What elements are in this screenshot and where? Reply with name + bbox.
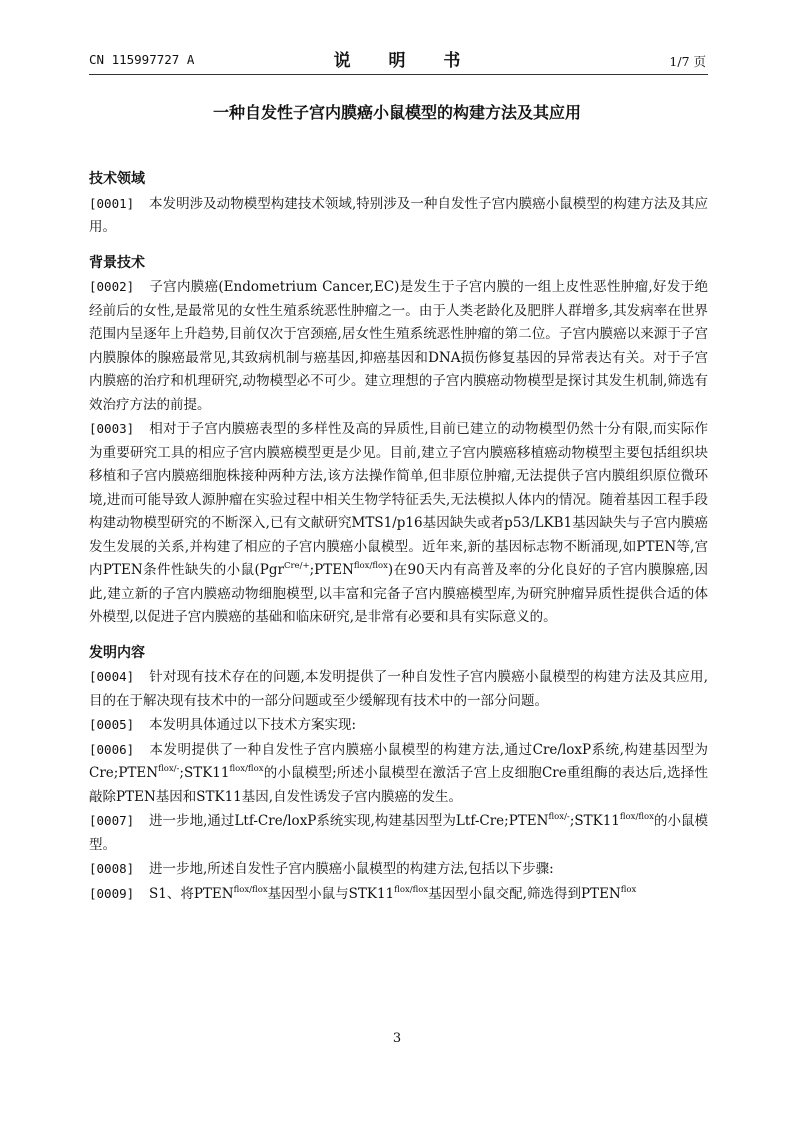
- paragraph-text: S1、将PTEN: [149, 885, 234, 902]
- header-rule: [89, 74, 708, 75]
- document-body: [89, 168, 708, 906]
- paragraph-text: 的小鼠模型。: [89, 813, 709, 853]
- paragraph-text: 进一步地,所述自发性子宫内膜癌小鼠模型的构建方法,包括以下步骤:: [149, 861, 554, 877]
- superscript: flox/flox: [233, 884, 268, 895]
- paragraph-text: ;PTEN: [309, 562, 354, 578]
- paragraph-text: 进一步地,通过Ltf-Cre/loxP系统实现,构建基因型为Ltf-Cre;PTEN: [149, 813, 549, 829]
- paragraph-0005: [89, 713, 708, 738]
- superscript: flox/flox: [619, 812, 654, 822]
- paragraph-0001: [89, 192, 708, 240]
- page-indicator: 1/7 页: [669, 54, 706, 69]
- paragraph-text: 基因型小鼠交配,筛选得到PTEN: [428, 885, 621, 902]
- paragraph-0006: [89, 738, 708, 810]
- paragraph-text: 子宫内膜癌(Endometrium Cancer,EC)是发生于子宫内膜的一组上皮性恶性肿瘤,好发于绝经前后的女性,是最常见的女性生殖系统恶性肿瘤之一。由于人类老龄化及肥胖人群增多,其发病率在世界范围内呈逐年上升趋势,目前仅次于宫颈癌,居女性生殖系统恶性肿瘤的第二位。子宫内膜癌以来源于子宫内膜腺体的腺癌最常见,其致病机制与癌基因,抑癌基因和DNA损伤修复基因的异常表达有关。对于子宫内膜癌的治疗和机理研究,动物模型必不可少。建立理想的子宫内膜癌动物模型是探讨其发生机制,筛选有效治疗方法的前提。: [89, 279, 708, 413]
- paragraph-0008: [89, 857, 708, 882]
- document-title: 一种自发性子宫内膜癌小鼠模型的构建方法及其应用: [212, 103, 581, 122]
- paragraph-0002: [89, 275, 708, 417]
- document-type: 说 明 书: [333, 51, 477, 71]
- section-heading-tech-field: 技术领域: [89, 171, 145, 187]
- paragraph-text: 基因型小鼠与STK11: [267, 885, 395, 902]
- paragraph-number: [0008]: [89, 861, 135, 876]
- paragraph-0009: [89, 882, 708, 907]
- paragraph-number: [0003]: [89, 421, 135, 436]
- paragraph-0003: [89, 417, 708, 630]
- paragraph-text: 本发明涉及动物模型构建技术领域,特别涉及一种自发性子宫内膜癌小鼠模型的构建方法及其应用。: [89, 195, 708, 235]
- paragraph-number: [0005]: [89, 717, 135, 732]
- paragraph-number: [0009]: [89, 885, 135, 901]
- superscript: flox/flox: [353, 561, 388, 571]
- paragraph-text: 的小鼠模型;所述小鼠模型在激活子宫上皮细胞Cre重组酶的表达后,选择性敲除PTEN基因和STK11基因,自发性诱发子宫内膜癌的发生。: [89, 765, 708, 805]
- superscript: flox: [620, 884, 637, 895]
- paragraph-text: )在90天内有高普及率的分化良好的子宫内膜腺癌,因此,建立新的子宫内膜癌动物细胞模型,以丰富和完备子宫内膜癌模型库,为研究肿瘤异质性提供合适的体外模型,以促进子宫内膜癌的基础和临床研究,是非常有必要和具有实际意义的。: [89, 562, 708, 625]
- superscript: flox/-: [158, 764, 180, 774]
- paragraph-text: ;STK11: [179, 765, 230, 781]
- superscript: flox/flox: [394, 884, 429, 895]
- paragraph-number: [0004]: [89, 669, 135, 684]
- page-number: 3: [392, 1031, 402, 1046]
- superscript: flox/flox: [229, 764, 264, 774]
- paragraph-text: 针对现有技术存在的问题,本发明提供了一种自发性子宫内膜癌小鼠模型的构建方法及其应用,目的在于解决现有技术中的一部分问题或至少缓解现有技术中的一部分问题。: [89, 669, 708, 709]
- paragraph-text: 相对于子宫内膜癌表型的多样性及高的异质性,目前已建立的动物模型仍然十分有限,而实际作为重要研究工具的相应子宫内膜癌模型更是少见。目前,建立子宫内膜癌移植癌动物模型主要包括组织块移植和子宫内膜癌细胞株接种两种方法,该方法操作简单,但非原位肿瘤,无法提供子宫内膜组织原位微环境,进而可能导致人源肿瘤在实验过程中相关生物学特征丢失,无法模拟人体内的情况。随着基因工程手段构建动物模型研究的不断深入,已有文献研究MTS1/p16基因缺失或者p53/LKB1基因缺失与子宫内膜癌发生发展的关系,并构建了相应的子宫内膜癌小鼠模型。近年来,新的基因标志物不断涌现,如PTEN等,宫内PTEN条件性缺失的小鼠(Pgr: [89, 421, 708, 578]
- paragraph-0007: [89, 809, 708, 857]
- superscript: flox/-: [548, 812, 570, 822]
- paragraph-number: [0001]: [89, 195, 135, 211]
- paragraph-number: [0006]: [89, 741, 135, 757]
- paragraph-number: [0007]: [89, 813, 135, 828]
- superscript: Cre/+: [283, 561, 310, 571]
- paragraph-text: 本发明提供了一种自发性子宫内膜癌小鼠模型的构建方法,通过Cre/loxP系统,构建基因型为Cre;PTEN: [89, 741, 708, 781]
- section-heading-background: 背景技术: [89, 254, 145, 271]
- patent-number: CN 115997727 A: [89, 52, 195, 67]
- paragraph-number: [0002]: [89, 279, 135, 294]
- paragraph-0004: [89, 665, 708, 713]
- section-heading-summary: 发明内容: [89, 644, 145, 661]
- paragraph-text: 本发明具体通过以下技术方案实现:: [149, 717, 357, 733]
- paragraph-text: ;STK11: [569, 813, 620, 829]
